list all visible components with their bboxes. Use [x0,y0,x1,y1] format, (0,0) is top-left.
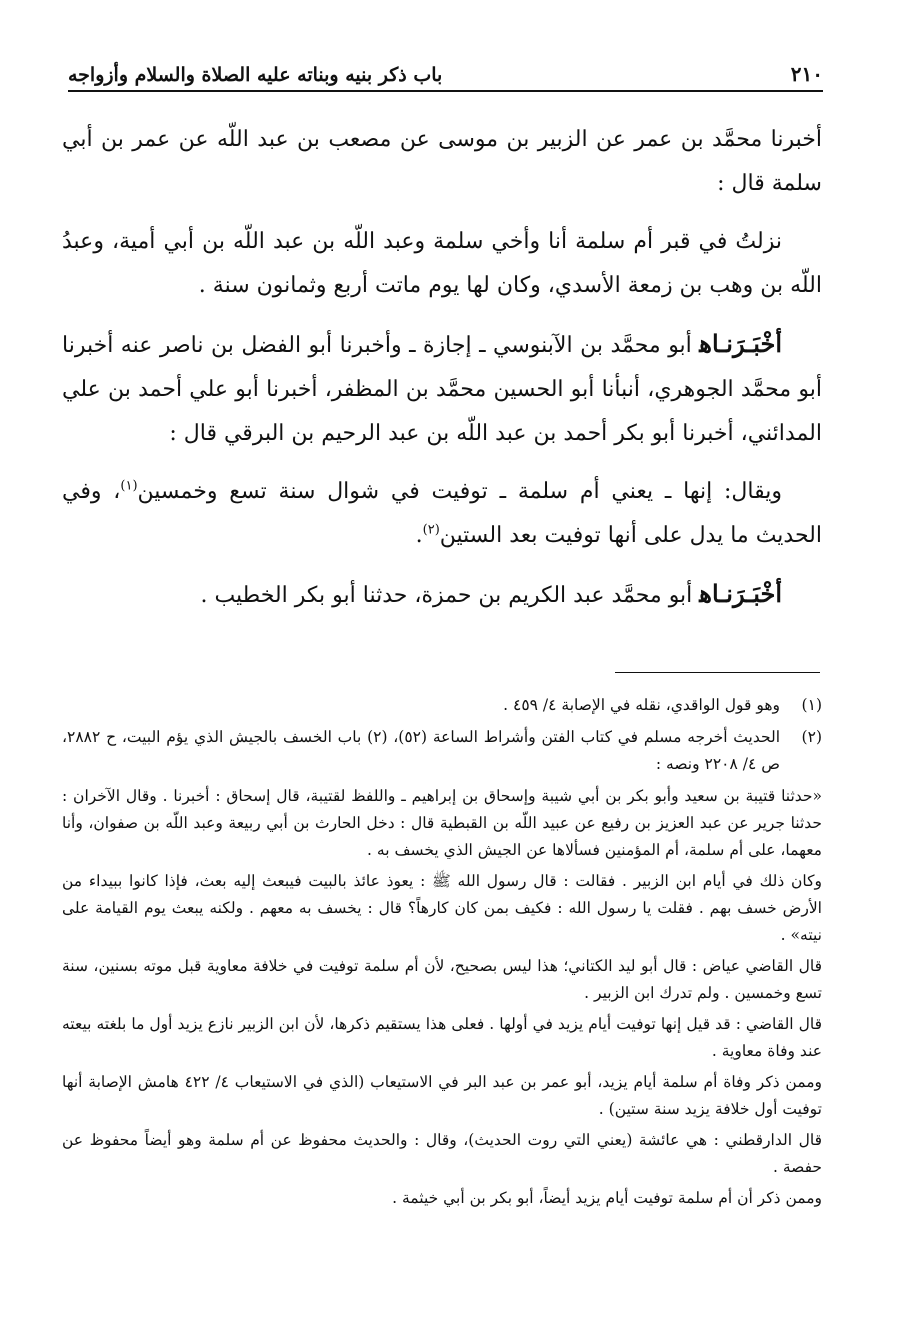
main-text [62,118,822,618]
footnote-number: (٢) [801,728,822,746]
footnote-ref-1[interactable]: (١) [120,478,138,494]
footnote-1 [62,692,822,722]
paragraph-1: أخبرنا محمَّد بن عمر عن الزبير بن موسى عن مصعب بن عبد اللّه عن عمر بن أبي سلمة قال : [62,127,822,196]
paragraph-3-text: أبو محمَّد بن الآبنوسي ـ إجازة ـ وأخبرنا أبو الفضل بن ناصر عنه أخبرنا أبو محمَّد الجوهري، أنبأنا أبو الحسين محمَّد بن المظفر، أخبرنا أبو علي أحمد بن علي المدائني، أخبرنا أبو بكر أحمد بن عبد اللّه بن عبد الرحيم بن البرقي قال : [62,333,822,446]
akhbarana-keyword: أخْبَـرَنـاﻫ [699,579,782,608]
footnote-1-text: وهو قول الواقدي، نقله في الإصابة ٤/ ٤٥٩ . [503,696,780,714]
footnote-divider [615,672,820,673]
page-number: ٢١٠ [790,62,823,86]
footnote-quote: وكان ذلك في أيام ابن الزبير . فقالت : قال رسول الله ﷺ : يعوذ عائذ بالبيت فيبعث إليه بعث، فإذا كانوا ببيداء من الأرض خسف بهم . فقلت يا رسول الله : فكيف بمن كان كارهاً؟ قال : يخسف به معهم . ولكنه يبعث يوم القيامة على نيته» . [62,872,822,944]
footnote-quote: قال الدارقطني : هي عائشة (يعني التي روت الحديث)، وقال : والحديث محفوظ عن أم سلمة وهو أيضاً محفوظ عن حفصة . [62,1131,822,1176]
paragraph-5 [62,572,822,618]
footnote-quote: قال القاضي : قد قيل إنها توفيت أيام يزيد في أولها . فعلى هذا يستقيم ذكرها، لأن ابن الزبير نازع يزيد أول ما بلغته بيعته عند وفاة معاوية . [62,1015,822,1060]
footnote-number: (١) [801,696,822,714]
paragraph-3 [62,322,822,456]
page-header [68,56,823,92]
footnote-ref-2[interactable]: (٢) [422,522,440,538]
footnote-quote: قال القاضي عياض : قال أبو ليد الكتاني؛ هذا ليس بصحيح، لأن أم سلمة توفيت في خلافة معاوية قبل موته بسنين، سنة تسع وخمسين . ولم تدرك ابن الزبير . [62,957,822,1002]
chapter-title: باب ذكر بنيه وبناته عليه الصلاة والسلام وأزواجه [68,64,443,86]
paragraph-2: نزلتُ في قبر أم سلمة أنا وأخي سلمة وعبد اللّه بن عبد اللّه بن أبي أمية، وعبدُ اللّه بن وهب بن زمعة الأسدي، وكان لها يوم ماتت أربع وثمانون سنة . [62,229,822,298]
paragraph-4-end: . [415,523,423,548]
footnote-quote: وممن ذكر وفاة أم سلمة أيام يزيد، أبو عمر بن عبد البر في الاستيعاب (الذي في الاستيعاب ٤/ ٤٢٢ هامش الإصابة أنها توفيت أول خلافة يزيد سنة ستين) . [62,1073,822,1118]
paragraph-4-part-a: ويقال: إنها ـ يعني أم سلمة ـ توفيت في شوال سنة تسع وخمسين [137,479,782,504]
footnote-quote: وممن ذكر أن أم سلمة توفيت أيام يزيد أيضاً، أبو بكر بن أبي خيثمة . [392,1189,822,1207]
paragraph-4-part-b: ، وفي الحديث ما يدل على أنها توفيت بعد الستين [62,479,822,548]
footnote-2-quotes [62,783,822,1212]
footnotes [62,692,822,1216]
footnote-2-text: الحديث أخرجه مسلم في كتاب الفتن وأشراط الساعة (٥٢)، (٢) باب الخسف بالجيش الذي يؤم البيت، ح ٢٨٨٢، ص ٤/ ٢٢٠٨ ونصه : [62,728,781,773]
footnote-quote: «حدثنا قتيبة بن سعيد وأبو بكر بن أبي شيبة وإسحاق بن إبراهيم ـ واللفظ لقتيبة، قال إسحاق : أخبرنا . وقال الآخران : حدثنا جرير عن عبد العزيز بن رفيع عن عبيد اللّه بن القبطية قال : دخل الحارث بن أبي ربيعة وعبد اللّه بن صفوان، وأنا معهما، على أم سلمة، أم المؤمنين فسألاها عن الجيش الذي يخسف به . [62,787,822,859]
paragraph-5-text: أبو محمَّد عبد الكريم بن حمزة، حدثنا أبو بكر الخطيب . [200,583,693,608]
paragraph-4 [62,470,822,558]
footnote-2 [62,724,822,781]
akhbarana-keyword: أخْبَـرَنـاﻫ [699,329,782,358]
